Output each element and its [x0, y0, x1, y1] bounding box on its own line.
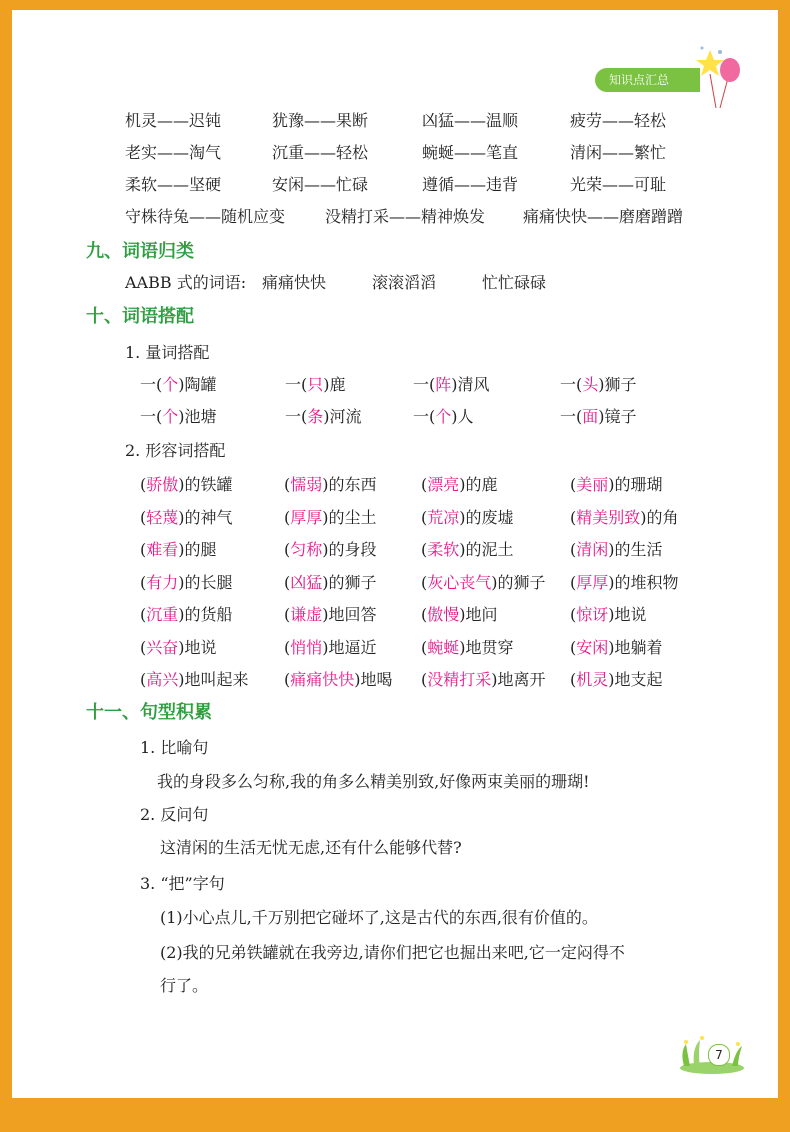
adjective-phrase: [421, 536, 514, 564]
open-paren: (: [570, 475, 577, 494]
open-paren: (: [570, 540, 577, 559]
open-paren: (: [284, 540, 291, 559]
antonym-pair: 遵循——违背: [422, 175, 519, 194]
answer-word: 谦虚: [290, 605, 323, 624]
phrase-suffix: )镜子: [598, 407, 637, 426]
page-number: 7: [708, 1044, 730, 1066]
phrase-suffix: )的尘土: [322, 508, 377, 527]
phrase-suffix: )地躺着: [608, 638, 663, 657]
phrase-suffix: )河流: [323, 407, 362, 426]
adjective-phrase: [140, 634, 217, 662]
phrase-suffix: )的废墟: [459, 508, 514, 527]
antonym-pair: 凶猛——温顺: [422, 111, 519, 130]
open-paren: (: [570, 573, 577, 592]
answer-word: 骄傲: [146, 475, 179, 494]
adjective-phrase: [140, 666, 249, 694]
phrase-suffix: )地叫起来: [178, 670, 249, 689]
phrase-suffix: )的鹿: [459, 475, 498, 494]
aabb-word: 滚滚滔滔: [372, 273, 437, 292]
antonym-pair: 柔软——坚硬: [125, 175, 222, 194]
answer-word: 懦弱: [290, 475, 323, 494]
open-paren: (: [421, 670, 428, 689]
answer-word: 难看: [146, 540, 179, 559]
phrase-suffix: )的珊瑚: [608, 475, 663, 494]
phrase-prefix: 一(: [285, 375, 308, 394]
phrase-suffix: )的货船: [178, 605, 233, 624]
phrase-prefix: 一(: [560, 407, 583, 426]
phrase-suffix: )狮子: [598, 375, 637, 394]
phrase-suffix: )地离开: [491, 670, 546, 689]
adjective-phrase: [421, 471, 498, 499]
measure-phrase: [413, 403, 474, 431]
answer-word: 轻蔑: [146, 508, 179, 527]
adjective-phrase: [570, 601, 647, 629]
phrase-suffix: )地喝: [354, 670, 393, 689]
answer-word: 柔软: [427, 540, 460, 559]
answer-word: 荒凉: [427, 508, 460, 527]
antonym-pair: 守株待兔——随机应变: [125, 207, 286, 226]
phrase-prefix: 一(: [413, 407, 436, 426]
answer-word: 痛痛快快: [290, 670, 355, 689]
ba-sentence-label: 3. “把”字句: [140, 874, 225, 893]
antonym-pair: 疲劳——轻松: [570, 111, 667, 130]
phrase-suffix: )地逼近: [322, 638, 377, 657]
open-paren: (: [284, 475, 291, 494]
phrase-prefix: 一(: [413, 375, 436, 394]
adjective-phrase: [284, 569, 377, 597]
adjective-phrase: [570, 569, 679, 597]
open-paren: (: [140, 475, 147, 494]
rhetorical-sentence: 这清闲的生活无忧无虑,还有什么能够代替?: [160, 838, 462, 857]
answer-word: 没精打采: [427, 670, 492, 689]
answer-word: 机灵: [576, 670, 609, 689]
phrase-suffix: )地支起: [608, 670, 663, 689]
phrase-suffix: )地说: [608, 605, 647, 624]
answer-word: 面: [582, 407, 599, 426]
phrase-suffix: )陶罐: [178, 375, 217, 394]
adjective-phrase: [570, 504, 679, 532]
answer-word: 高兴: [146, 670, 179, 689]
phrase-suffix: )的堆积物: [608, 573, 679, 592]
adjective-phrase: [421, 634, 514, 662]
answer-word: 安闲: [576, 638, 609, 657]
open-paren: (: [421, 475, 428, 494]
adjective-phrase: [421, 666, 546, 694]
open-paren: (: [284, 573, 291, 592]
adjective-phrase: [284, 666, 393, 694]
measure-phrase: [140, 371, 217, 399]
open-paren: (: [570, 638, 577, 657]
answer-word: 漂亮: [427, 475, 460, 494]
adjective-phrase: [421, 601, 498, 629]
antonym-pair: 犹豫——果断: [272, 111, 369, 130]
phrase-suffix: )的长腿: [178, 573, 233, 592]
open-paren: (: [140, 508, 147, 527]
phrase-prefix: 一(: [285, 407, 308, 426]
adjective-phrase: [140, 536, 217, 564]
answer-word: 悄悄: [290, 638, 323, 657]
antonym-pair: 没精打采——精神焕发: [325, 207, 486, 226]
phrase-suffix: )的身段: [322, 540, 377, 559]
adjective-phrase: [421, 569, 546, 597]
adjective-phrase: [284, 471, 377, 499]
phrase-suffix: )的神气: [178, 508, 233, 527]
measure-phrase: [285, 403, 362, 431]
open-paren: (: [421, 508, 428, 527]
adjective-phrase: [140, 504, 233, 532]
open-paren: (: [140, 638, 147, 657]
phrase-suffix: )池塘: [178, 407, 217, 426]
antonym-pair: 光荣——可耻: [570, 175, 667, 194]
answer-word: 阵: [435, 375, 452, 394]
open-paren: (: [421, 540, 428, 559]
antonym-pair: 机灵——迟钝: [125, 111, 222, 130]
measure-word-label: 1. 量词搭配: [125, 343, 210, 362]
phrase-prefix: 一(: [560, 375, 583, 394]
phrase-suffix: )的泥土: [459, 540, 514, 559]
open-paren: (: [570, 605, 577, 624]
answer-word: 条: [307, 407, 324, 426]
antonym-pair: 蜿蜒——笔直: [422, 143, 519, 162]
phrase-prefix: 一(: [140, 375, 163, 394]
simile-sentence: 我的身段多么匀称,我的角多么精美别致,好像两束美丽的珊瑚!: [157, 772, 590, 791]
phrase-suffix: )地贯穿: [459, 638, 514, 657]
answer-word: 匀称: [290, 540, 323, 559]
adjective-phrase: [570, 471, 663, 499]
answer-word: 傲慢: [427, 605, 460, 624]
balloons-icon: [690, 44, 750, 110]
antonym-pair: 安闲——忙碌: [272, 175, 369, 194]
adjective-phrase: [284, 536, 377, 564]
answer-word: 美丽: [576, 475, 609, 494]
answer-word: 厚厚: [290, 508, 323, 527]
open-paren: (: [284, 508, 291, 527]
open-paren: (: [140, 670, 147, 689]
answer-word: 只: [307, 375, 324, 394]
phrase-suffix: )的生活: [608, 540, 663, 559]
rhetorical-label: 2. 反问句: [140, 805, 209, 824]
aabb-word: 痛痛快快: [262, 273, 327, 292]
answer-word: 兴奋: [146, 638, 179, 657]
adjective-phrase: [570, 536, 663, 564]
answer-word: 头: [582, 375, 599, 394]
measure-phrase: [285, 371, 346, 399]
simile-label: 1. 比喻句: [140, 738, 209, 757]
phrase-suffix: )的东西: [322, 475, 377, 494]
open-paren: (: [284, 638, 291, 657]
adjective-phrase: [284, 601, 377, 629]
adjective-phrase: [421, 504, 514, 532]
antonym-pair: 清闲——繁忙: [570, 143, 667, 162]
open-paren: (: [421, 605, 428, 624]
section-10-title: 十、词语搭配: [86, 306, 194, 327]
antonym-pair: 沉重——轻松: [272, 143, 369, 162]
measure-phrase: [560, 403, 637, 431]
section-tag: 知识点汇总: [595, 68, 700, 92]
adjective-label: 2. 形容词搭配: [125, 441, 226, 460]
answer-word: 沉重: [146, 605, 179, 624]
answer-word: 厚厚: [576, 573, 609, 592]
phrase-suffix: )清风: [451, 375, 490, 394]
ba-sentence-1: (1)小心点儿,千万别把它碰坏了,这是古代的东西,很有价值的。: [160, 908, 598, 927]
adjective-phrase: [140, 471, 233, 499]
ba-sentence-2-line-1: (2)我的兄弟铁罐就在我旁边,请你们把它也掘出来吧,它一定闷得不: [160, 943, 625, 962]
aabb-word: 忙忙碌碌: [482, 273, 547, 292]
open-paren: (: [284, 670, 291, 689]
open-paren: (: [140, 540, 147, 559]
section-9-title: 九、词语归类: [86, 241, 194, 262]
open-paren: (: [421, 638, 428, 657]
answer-word: 凶猛: [290, 573, 323, 592]
adjective-phrase: [140, 601, 233, 629]
ba-sentence-2-line-2: 行了。: [160, 976, 209, 995]
answer-word: 清闲: [576, 540, 609, 559]
answer-word: 灰心丧气: [427, 573, 492, 592]
open-paren: (: [570, 508, 577, 527]
antonym-pair: 痛痛快快——磨磨蹭蹭: [523, 207, 684, 226]
adjective-phrase: [570, 634, 663, 662]
adjective-phrase: [570, 666, 663, 694]
open-paren: (: [284, 605, 291, 624]
open-paren: (: [140, 605, 147, 624]
answer-word: 蜿蜒: [427, 638, 460, 657]
phrase-suffix: )地说: [178, 638, 217, 657]
answer-word: 个: [162, 407, 179, 426]
section-11-title: 十一、句型积累: [86, 702, 212, 723]
answer-word: 惊讶: [576, 605, 609, 624]
adjective-phrase: [284, 504, 377, 532]
adjective-phrase: [284, 634, 377, 662]
adjective-phrase: [140, 569, 233, 597]
phrase-suffix: )的铁罐: [178, 475, 233, 494]
phrase-suffix: )的角: [640, 508, 679, 527]
phrase-suffix: )人: [451, 407, 474, 426]
answer-word: 个: [435, 407, 452, 426]
measure-phrase: [413, 371, 490, 399]
answer-word: 精美别致: [576, 508, 641, 527]
answer-word: 个: [162, 375, 179, 394]
aabb-label: AABB 式的词语:: [125, 273, 247, 292]
open-paren: (: [570, 670, 577, 689]
phrase-suffix: )地问: [459, 605, 498, 624]
answer-word: 有力: [146, 573, 179, 592]
phrase-prefix: 一(: [140, 407, 163, 426]
phrase-suffix: )地回答: [322, 605, 377, 624]
open-paren: (: [421, 573, 428, 592]
measure-phrase: [140, 403, 217, 431]
phrase-suffix: )的腿: [178, 540, 217, 559]
measure-phrase: [560, 371, 637, 399]
phrase-suffix: )鹿: [323, 375, 346, 394]
open-paren: (: [140, 573, 147, 592]
antonym-pair: 老实——淘气: [125, 143, 222, 162]
phrase-suffix: )的狮子: [322, 573, 377, 592]
phrase-suffix: )的狮子: [491, 573, 546, 592]
